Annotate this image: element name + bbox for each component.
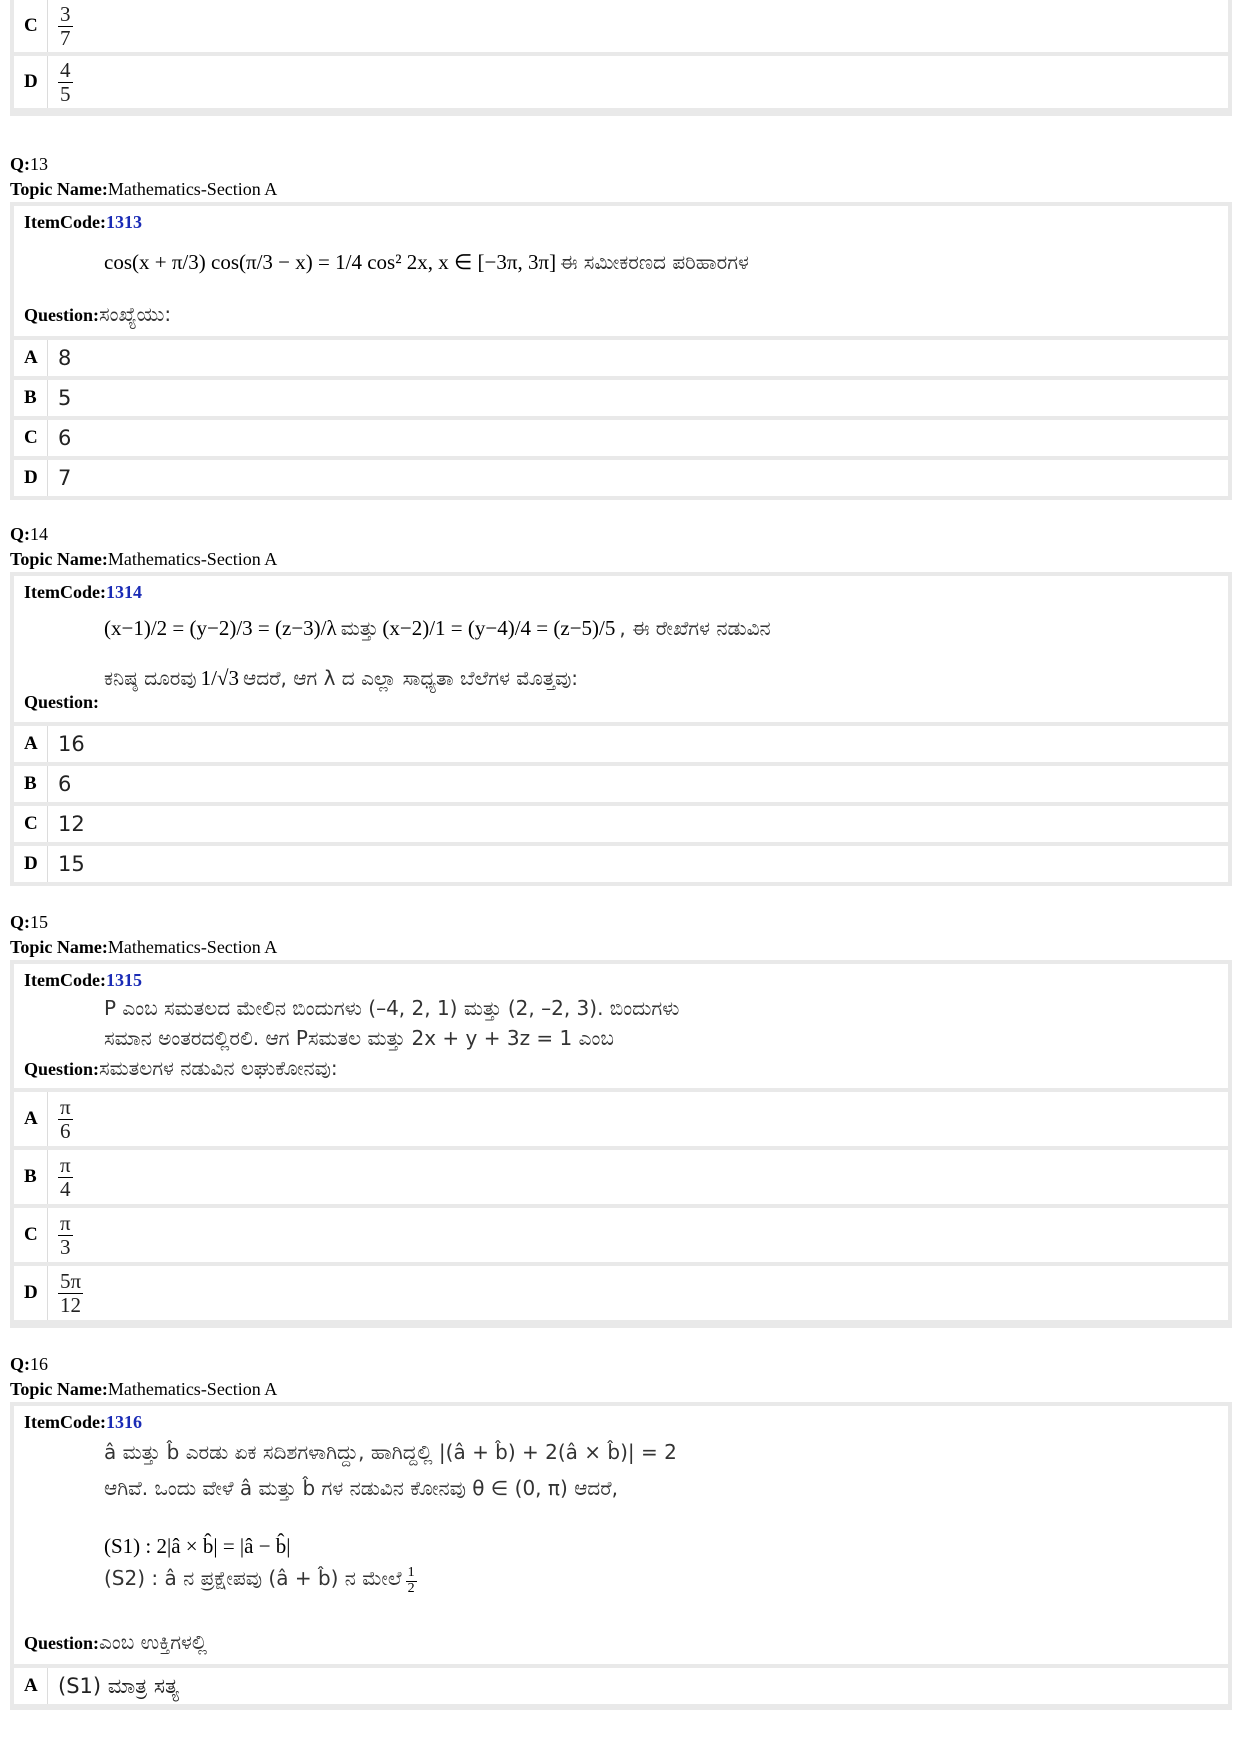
item-code: ItemCode:1316 <box>24 1412 142 1432</box>
item-code: ItemCode:1315 <box>24 970 142 990</box>
question-16 <box>10 1402 1232 1664</box>
question-text: ಸಮತಲಗಳ ನಡುವಿನ ಲಘುಕೋನವು: <box>99 1056 338 1080</box>
question-text-line: ಆಗಿವೆ. ಒಂದು ವೇಳೆ â ಮತ್ತು b̂ ಗಳ ನಡುವಿನ ಕೋನವು θ ∈ (0, π) ಆದರೆ, <box>104 1476 618 1500</box>
option-fraction: $\frac{3}{7}$ <box>60 2 71 50</box>
question-label: Question: <box>24 1059 100 1079</box>
question-header-14: Q:14 Topic Name:Mathematics-Section A <box>10 524 278 569</box>
question-text: ಸಂಖ್ಯೆಯು: <box>99 302 172 326</box>
item-code: ItemCode:1313 <box>24 212 142 232</box>
option-letter: D <box>14 56 48 108</box>
question-text-line: (x−1)/2 = (y−2)/3 = (z−3)/λ ಮತ್ತು (x−2)/1 = (y−4)/4 = (z−5)/5 , ಈ ರೇಖೆಗಳ ನಡುವಿನ <box>104 616 771 640</box>
option-row-d[interactable]: D $\frac{5\pi}{12}$ <box>14 1266 1228 1320</box>
item-code: ItemCode:1314 <box>24 582 142 602</box>
question-15 <box>10 960 1232 1088</box>
option-row-a[interactable]: A 8 <box>14 340 1228 376</box>
statement-s2: (S2) : â ನ ಪ್ರಕ್ಷೇಪವು (â + b̂) ನ ಮೇಲೆ $\frac{1}{2}$ <box>104 1565 415 1596</box>
statement-s1: (S1) : 2|â × b̂| = |â − b̂| <box>104 1534 291 1558</box>
options-15 <box>10 1088 1232 1328</box>
options-13 <box>10 336 1232 500</box>
option-letter: C <box>14 0 48 52</box>
option-row-c[interactable]: C $\frac{\pi}{3}$ <box>14 1208 1228 1262</box>
question-text-line: â ಮತ್ತು b̂ ಎರಡು ಏಕ ಸದಿಶಗಳಾಗಿದ್ದು, ಹಾಗಿದ್ದಲ್ಲಿ |(â + b̂) + 2(â × b̂)| = 2 <box>104 1440 677 1464</box>
question-text-line: P ಎಂಬ ಸಮತಲದ ಮೇಲಿನ ಬಿಂದುಗಳು (–4, 2, 1) ಮತ್ತು (2, –2, 3). ಬಿಂದುಗಳು <box>104 996 680 1020</box>
question-text: ಎಂಬ ಉಕ್ತಿಗಳಲ್ಲಿ <box>99 1630 207 1654</box>
question-label: Question: <box>24 692 100 712</box>
question-header-16: Q:16 Topic Name:Mathematics-Section A <box>10 1354 278 1399</box>
option-row-a[interactable]: A 16 <box>14 726 1228 762</box>
option-row-b[interactable]: B 6 <box>14 766 1228 802</box>
question-header-13: Q:13 Topic Name:Mathematics-Section A <box>10 154 278 199</box>
options-16 <box>10 1664 1232 1710</box>
option-fraction: $\frac{4}{5}$ <box>60 58 71 106</box>
question-label: Question: <box>24 305 100 325</box>
question-text-line: ಕನಿಷ್ಠ ದೂರವು 1/√3 ಆದರೆ, ಆಗ λ ದ ಎಲ್ಲಾ ಸಾಧ್ಯತಾ ಬೆಲೆಗಳ ಮೊತ್ತವು: <box>104 666 579 690</box>
question-header-15: Q:15 Topic Name:Mathematics-Section A <box>10 912 278 957</box>
option-row-b[interactable]: B 5 <box>14 380 1228 416</box>
option-row-c[interactable]: C 6 <box>14 420 1228 456</box>
option-row-a[interactable]: A $\frac{\pi}{6}$ <box>14 1092 1228 1146</box>
question-text-line: cos(x + π/3) cos(π/3 − x) = 1/4 cos² 2x, x ∈ [−3π, 3π] ಈ ಸಮೀಕರಣದ ಪರಿಹಾರಗಳ <box>104 250 749 274</box>
question-13 <box>10 202 1232 336</box>
option-row-c[interactable] <box>14 0 1228 52</box>
option-row-b[interactable]: B $\frac{\pi}{4}$ <box>14 1150 1228 1204</box>
option-row-d[interactable]: D 15 <box>14 846 1228 882</box>
prev-options <box>10 0 1232 116</box>
option-row-d[interactable] <box>14 56 1228 108</box>
option-row-d[interactable]: D 7 <box>14 460 1228 496</box>
question-text-line: ಸಮಾನ ಅಂತರದಲ್ಲಿರಲಿ. ಆಗ Pಸಮತಲ ಮತ್ತು 2x + y + 3z = 1 ಎಂಬ <box>104 1026 614 1050</box>
option-row-c[interactable]: C 12 <box>14 806 1228 842</box>
options-14 <box>10 722 1232 886</box>
option-row-a[interactable]: A (S1) ಮಾತ್ರ ಸತ್ಯ <box>14 1668 1228 1704</box>
question-14 <box>10 572 1232 722</box>
question-label: Question: <box>24 1633 100 1653</box>
